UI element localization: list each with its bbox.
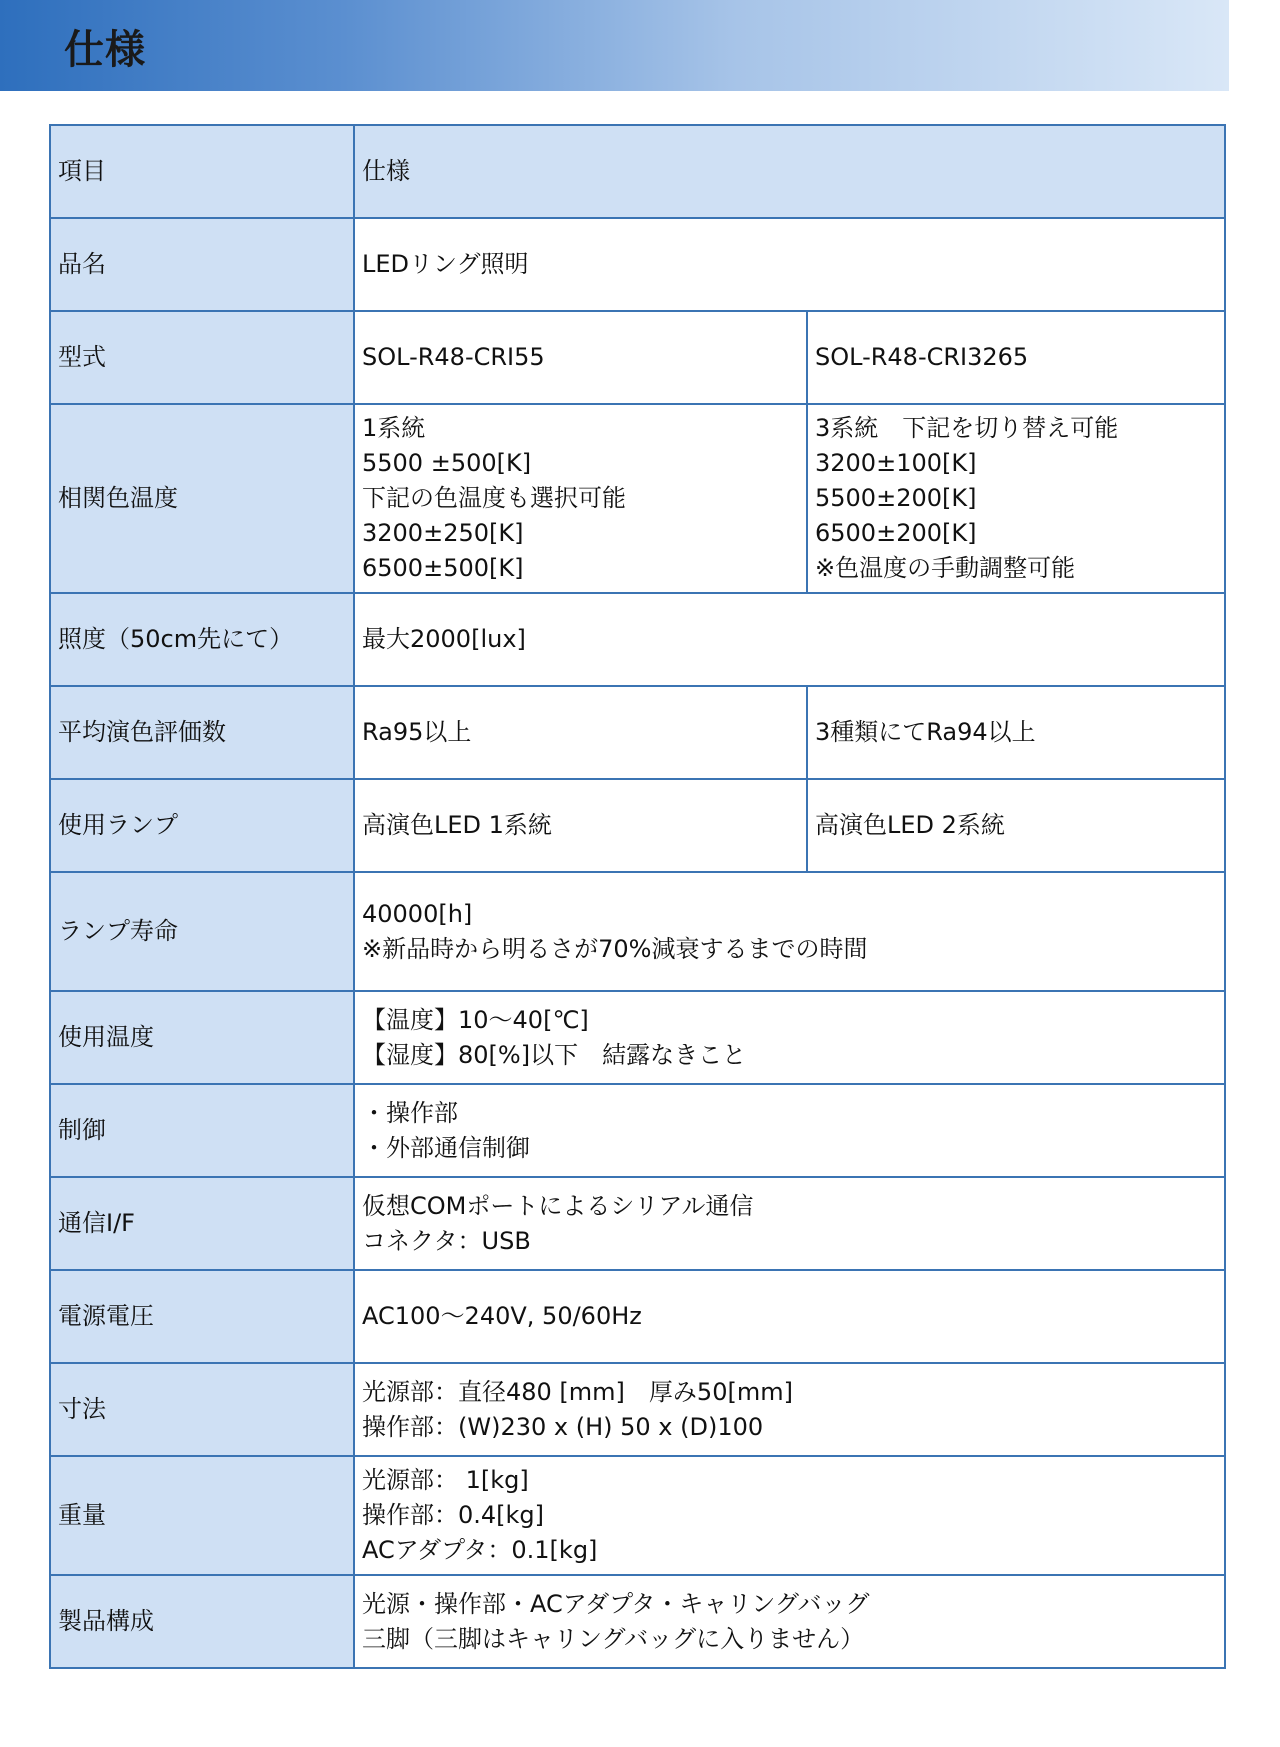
row-value [354,779,807,872]
value-line: ACアダプタ：0.1[kg] [362,1536,598,1564]
value-line: 1系統 [362,414,426,442]
row-label: 重量 [50,1456,354,1575]
value-line: ※新品時から明るさが70%減衰するまでの時間 [362,934,868,963]
value-line: 高演色LED 1系統 [362,811,552,839]
value-line: 最大2000[lux] [362,625,526,653]
row-label: 寸法 [50,1363,354,1456]
table-row [50,779,1225,872]
header-item: 項目 [50,125,354,218]
row-label: 品名 [50,218,354,311]
row-label: 相関色温度 [50,404,354,593]
value-line: 5500±200[K] [815,484,977,512]
value-line: 【湿度】80[%]以下 結露なきこと [362,1040,747,1069]
table-row [50,404,1225,593]
row-value [354,404,807,593]
value-line: ・外部通信制御 [362,1133,530,1162]
value-line: SOL-R48-CRI3265 [815,343,1029,371]
table-row [50,1270,1225,1363]
page-header [0,0,1229,91]
value-line: 6500±500[K] [362,554,524,582]
row-value [354,218,1225,311]
value-line: コネクタ：USB [362,1226,531,1255]
row-value [354,311,807,404]
value-line: 3200±250[K] [362,519,524,547]
value-line: Ra95以上 [362,718,472,746]
value-line: 光源・操作部・ACアダプタ・キャリングバッグ [362,1589,870,1618]
value-line: 3系統 下記を切り替え可能 [815,414,1119,442]
table-header-row [50,125,1225,218]
value-line: LEDリング照明 [362,250,529,278]
value-line: ※色温度の手動調整可能 [815,554,1076,582]
row-value [354,686,807,779]
row-value [807,311,1225,404]
value-line: ・操作部 [362,1098,458,1127]
row-label: 使用温度 [50,991,354,1084]
value-line: SOL-R48-CRI55 [362,343,545,371]
value-line: 光源部： 1[kg] [362,1466,529,1494]
row-label: 制御 [50,1084,354,1177]
table-row [50,872,1225,991]
page-title: 仕様 [64,27,146,73]
table-row [50,218,1225,311]
row-value [354,1270,1225,1363]
value-line: 仮想COMポートによるシリアル通信 [362,1191,754,1220]
value-line: 3種類にてRa94以上 [815,718,1036,746]
table-row [50,1456,1225,1575]
value-line: 40000[h] [362,899,473,928]
row-value [354,1456,1225,1575]
row-label: ランプ寿命 [50,872,354,991]
table-row [50,1575,1225,1668]
row-label: 型式 [50,311,354,404]
row-value [354,872,1225,991]
table-row [50,991,1225,1084]
value-line: AC100～240V, 50/60Hz [362,1302,642,1330]
table-row [50,1363,1225,1456]
value-line: 6500±200[K] [815,519,977,547]
row-value [354,1177,1225,1270]
row-label: 照度（50cm先にて） [50,593,354,686]
row-label: 製品構成 [50,1575,354,1668]
row-value [354,991,1225,1084]
table-row [50,593,1225,686]
header-spec: 仕様 [354,125,1225,218]
row-label: 平均演色評価数 [50,686,354,779]
value-line: 操作部：(W)230 x (H) 50 x (D)100 [362,1412,764,1441]
table-row [50,1084,1225,1177]
value-line: 高演色LED 2系統 [815,811,1005,839]
value-line: 三脚（三脚はキャリングバッグに入りません） [362,1624,865,1653]
row-value [807,686,1225,779]
row-label: 電源電圧 [50,1270,354,1363]
row-value [354,593,1225,686]
row-value [807,779,1225,872]
table-row [50,1177,1225,1270]
row-value [354,1084,1225,1177]
value-line: 【温度】10～40[℃] [362,1005,589,1034]
value-line: 5500 ±500[K] [362,449,532,477]
spec-table [49,124,1226,1669]
row-value [354,1575,1225,1668]
table-row [50,686,1225,779]
row-label: 通信I/F [50,1177,354,1270]
table-row [50,311,1225,404]
value-line: 光源部：直径480 [mm] 厚み50[mm] [362,1377,793,1406]
value-line: 操作部：0.4[kg] [362,1501,545,1529]
row-label: 使用ランプ [50,779,354,872]
row-value [807,404,1225,593]
value-line: 下記の色温度も選択可能 [362,484,626,512]
row-value [354,1363,1225,1456]
value-line: 3200±100[K] [815,449,977,477]
